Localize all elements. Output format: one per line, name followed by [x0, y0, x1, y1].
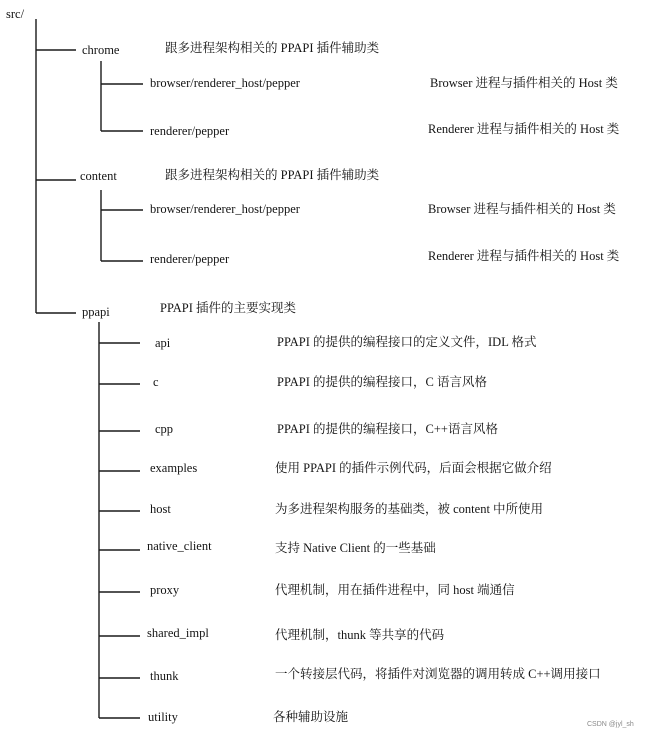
ppapi-child-utility-desc: 各种辅助设施 [273, 710, 349, 724]
section-content-desc: 跟多进程架构相关的 PPAPI 插件辅助类 [165, 168, 380, 182]
root-label: src/ [6, 7, 25, 21]
ppapi-child-api-desc: PPAPI 的提供的编程接口的定义文件，IDL 格式 [277, 335, 537, 349]
chrome-child-1-name: browser/renderer_host/pepper [150, 76, 300, 90]
ppapi-child-host-name: host [150, 502, 171, 516]
section-ppapi-desc: PPAPI 插件的主要实现类 [160, 301, 297, 315]
content-child-2-name: renderer/pepper [150, 252, 230, 266]
ppapi-child-shared-impl-desc: 代理机制，thunk 等共享的代码 [275, 628, 445, 642]
watermark: CSDN @jyl_sh [587, 721, 634, 728]
ppapi-child-native-client-name: native_client [147, 539, 212, 553]
content-child-1-desc: Browser 进程与插件相关的 Host 类 [428, 202, 616, 216]
ppapi-child-cpp-desc: PPAPI 的提供的编程接口，C++语言风格 [277, 422, 498, 436]
ppapi-child-c-desc: PPAPI 的提供的编程接口，C 语言风格 [277, 375, 487, 389]
ppapi-child-shared-impl-name: shared_impl [147, 626, 209, 640]
ppapi-child-host-desc: 为多进程架构服务的基础类，被 content 中所使用 [275, 502, 544, 516]
ppapi-child-thunk-desc: 一个转接层代码，将插件对浏览器的调用转成 C++调用接口 [275, 667, 601, 681]
ppapi-child-proxy-desc: 代理机制，用在插件进程中，同 host 端通信 [275, 583, 515, 597]
ppapi-child-examples-desc: 使用 PPAPI 的插件示例代码，后面会根据它做介绍 [275, 461, 552, 475]
chrome-child-2-desc: Renderer 进程与插件相关的 Host 类 [428, 122, 620, 136]
content-child-2-desc: Renderer 进程与插件相关的 Host 类 [428, 249, 620, 263]
ppapi-child-thunk-name: thunk [150, 669, 179, 683]
content-child-1-name: browser/renderer_host/pepper [150, 202, 300, 216]
ppapi-child-utility-name: utility [148, 710, 178, 724]
ppapi-child-cpp-name: cpp [155, 422, 174, 436]
section-content-name: content [80, 169, 117, 183]
chrome-child-2-name: renderer/pepper [150, 124, 230, 138]
section-chrome-name: chrome [82, 43, 120, 57]
ppapi-child-api-name: api [155, 336, 171, 350]
ppapi-child-c-name: c [153, 375, 159, 389]
chrome-child-1-desc: Browser 进程与插件相关的 Host 类 [430, 76, 618, 90]
section-chrome-desc: 跟多进程架构相关的 PPAPI 插件辅助类 [165, 41, 380, 55]
ppapi-child-examples-name: examples [150, 461, 198, 475]
ppapi-child-proxy-name: proxy [150, 583, 180, 597]
section-ppapi-name: ppapi [82, 305, 110, 319]
ppapi-child-native-client-desc: 支持 Native Client 的一些基础 [275, 541, 436, 555]
